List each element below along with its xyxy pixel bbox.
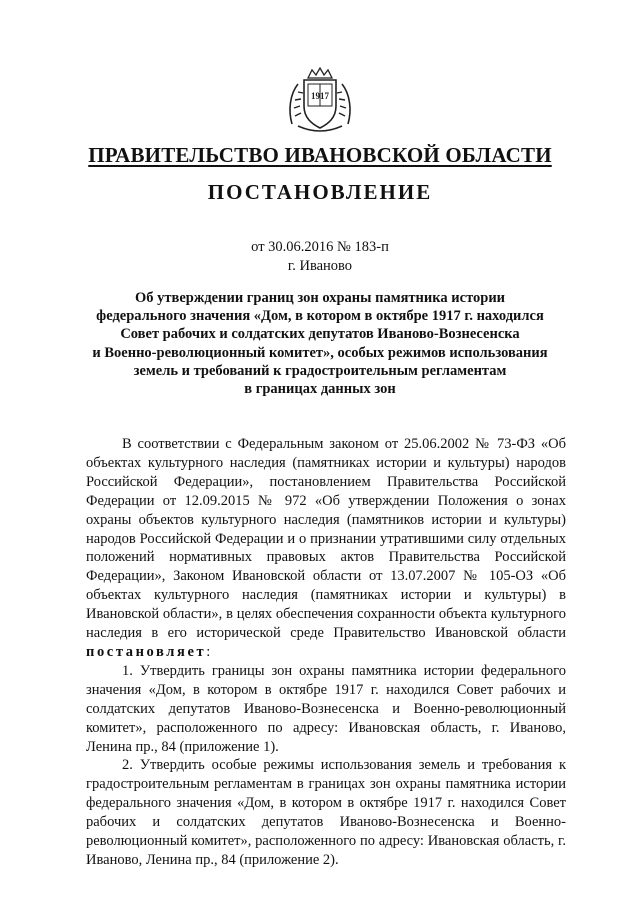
preamble-paragraph <box>86 435 566 662</box>
svg-text:1917: 1917 <box>311 91 329 101</box>
document-body <box>86 435 566 870</box>
subject-line: и Военно-революционный комитет», особых режимов использования <box>92 344 548 361</box>
date-number: от 30.06.2016 № 183-п <box>251 239 389 255</box>
subject-line: Совет рабочих и солдатских депутатов Иваново-Вознесенска <box>120 326 520 343</box>
ivanovo-coat-of-arms-icon <box>286 66 354 134</box>
city: г. Иваново <box>287 258 353 274</box>
document-type: ПОСТАНОВЛЕНИЕ <box>207 180 433 204</box>
document-meta <box>0 238 640 276</box>
document-subject <box>80 289 560 398</box>
subject-line: Об утверждении границ зон охраны памятника истории <box>134 290 506 306</box>
subject-line: в границах данных зон <box>244 381 396 398</box>
decree-item: 2. Утвердить особые режимы использования земель и требования к градостроительным регламентам в границах зон охраны памятника истории федерального значения «Дом, в котором в октябре 1917 г. находился Совет рабочих и солдатских депутатов Иваново-Вознесенска и Военно-революционный комитет», расположенного по адресу: Ивановская область, г. Иваново, Ленина пр., 84 (приложение 2). <box>86 757 566 868</box>
subject-line: федерального значения «Дом, в котором в октябре 1917 г. находился <box>96 308 544 325</box>
decree-item: 1. Утвердить границы зон охраны памятника истории федерального значения «Дом, в котором в октябре 1917 г. находился Совет рабочих и солдатских депутатов Иваново-Вознесенска и Военно-революционный комитет», расположенного по адресу: Ивановская область, г. Иваново, Ленина пр., 84 (приложение 1). <box>86 662 566 755</box>
government-name: ПРАВИТЕЛЬСТВО ИВАНОВСКОЙ ОБЛАСТИ <box>88 143 552 167</box>
subject-line: земель и требований к градостроительным регламентам <box>133 362 507 379</box>
decree-word: постановляет <box>86 643 207 660</box>
preamble-text: В соответствии с Федеральным законом от 25.06.2002 № 73-ФЗ «Об объектах культурного наследия (памятниках истории и культуры) народов Российской Федерации», постановлением Правительства Российской Федерации от 12.09.2015 № 972 «Об утверждении Положения о зонах охраны объектов культурного наследия (памятников истории и культуры) народов Российской Федерации и о признании утратившими силу отдельных положений нормативных правовых актов Правительства Российской Федерации», Законом Ивановской области от 13.07.2007 № 105-ОЗ «Об объектах культурного наследия (памятниках истории и культуры) в Ивановской области», в целях обеспечения сохранности объекта культурного наследия в его исторической среде Правительство Ивановской области <box>86 436 566 642</box>
decree-colon: : <box>206 643 211 660</box>
